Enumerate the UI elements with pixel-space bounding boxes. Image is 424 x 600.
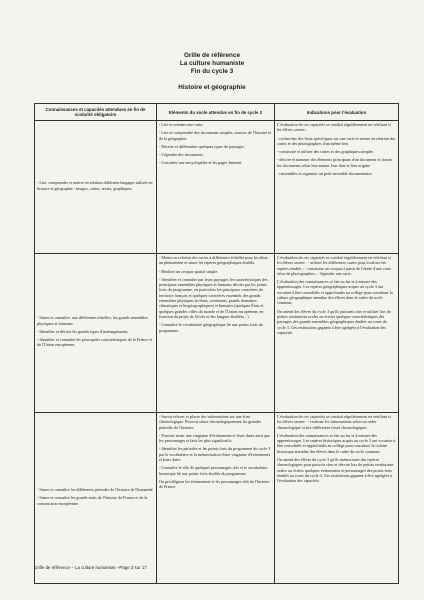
cell-paragraph: - Identifier et connaître les principales caractéristiques de la France et de l'Union européenne.	[37, 337, 153, 348]
evaluation-cell	[275, 121, 399, 254]
doc-subtitle: Histoire et géographie	[178, 84, 246, 91]
cell-paragraph: - construire et utiliser des cartes et des graphiques simples	[277, 149, 374, 155]
cell-paragraph: - Lire et orienter une carte.	[159, 122, 204, 127]
cell-paragraph: - Mettre en relation des cartes à différentes échelles pour localiser un phénomène et situer les repères géographiques étudiés.	[159, 255, 268, 266]
cell-paragraph: - Lire et comprendre des documents simples, sources de l'histoire et de la géographie.	[159, 130, 272, 141]
cell-paragraph: - Décrire et différentier quelques types de paysages.	[159, 143, 245, 149]
cell-paragraph: L'évaluation de ces capacités se conduit régulièrement en vérifiant si les élèves savent : - utiliser les différentes cartes pour localiser les repères étudiés ; - construire un croquis à partir de l'étude d'une carte et/ou de photographies ; - légender une carte.	[277, 255, 391, 276]
cell-paragraph: - rechercher des lieux spécifiques sur une carte et mettre en relation des cartes et des photographies d'un même lieu	[277, 135, 396, 146]
cell-paragraph: - Identifier et connaître par leurs paysages les caractéristiques des principaux ensembles physiques et humains décrits par les points forts du programme, en particulier les principaux caractères du territoire français et quelques caractères essentiels des grands ensembles physiques (océans, continents, grands domaines climatiques et biogéographiques) et humains (quelques États et quelques grandes villes du monde et de l'Union européenne, en fonction du projet de l'école et des langues étudiées...).	[159, 276, 268, 319]
cell-paragraph: L'évaluation de ces capacités se conduit régulièrement en vérifiant si les élèves savent : - restituer les informations selon un ordre chronologique et lire différentes frises chronologiques	[277, 414, 391, 430]
table-row	[35, 121, 399, 254]
cell-paragraph: - Réaliser un croquis spatial simple.	[159, 268, 219, 274]
column-header: Eléments du socle attendus en fin de cycle 3	[157, 104, 275, 121]
cell-paragraph: - Lire, comprendre et mettre en relation différents langages utilisés en histoire et géographie : images, cartes, textes, graphiques.	[37, 180, 153, 191]
cell-paragraph: - Situer et connaître les différentes périodes de l'histoire de l'humanité	[37, 487, 153, 493]
knowledge-cell	[35, 254, 157, 413]
doc-subject: La culture humaniste	[179, 60, 245, 67]
doc-title: Grille de référence	[183, 52, 241, 59]
evaluation-cell	[275, 254, 399, 413]
table-row	[35, 254, 399, 413]
cell-paragraph: - Situer et connaître les grands traits de l'histoire de France et de la construction européenne.	[37, 495, 148, 506]
cell-paragraph: On privilégiera les événements et les personnages clés de l'histoire de France.	[159, 478, 270, 490]
evaluation-cell	[275, 413, 399, 584]
cell-paragraph: - Identifier les périodes et les points forts du programme du cycle 3 par le vocabulaire et la mémorisation d'une vingtaine d'événements et leurs dates	[159, 446, 271, 463]
socle-cell	[157, 254, 275, 413]
doc-cycle: Fin du cycle 3	[190, 68, 234, 75]
cell-paragraph: - Identifier et décrire les grands types d'aménagements.	[37, 328, 129, 334]
cell-paragraph: L'évaluation de ces capacités se conduit régulièrement en vérifiant si les élèves savent :	[277, 122, 391, 133]
cell-paragraph: - rassembler et organiser un petit ensemble documentaire	[277, 171, 372, 177]
cell-paragraph: On attend des élèves du cycle 3 qu'ils mémorisent des repères chronologiques pour pouvoir citer et décrire lors de petites restitutions orales ou écrites quelques événements et personnages des points forts étudiés au cours du cycle 3. Ces restitutions gagnent à être agrégées à l'évaluation des capacités.	[277, 457, 394, 484]
table-row	[35, 413, 399, 584]
table-header-row	[35, 104, 399, 121]
column-header: Connaissances et capacités attendues en fin de scolarité obligatoire	[35, 104, 157, 121]
reference-table	[34, 103, 399, 584]
socle-cell	[157, 121, 275, 254]
cell-paragraph: - Légender des documents.	[159, 152, 204, 158]
cell-paragraph: - Situer et connaître, aux différentes échelles, les grands ensembles physiques et humains.	[37, 315, 148, 326]
cell-paragraph: - décrire et nommer des éléments principaux d'un document et classer les documents selon leur nature, leur date et leur origine	[277, 157, 393, 168]
knowledge-cell	[35, 121, 157, 254]
page-footer: Grille de référence – La culture humaniste –Page 3 sur 17	[34, 565, 147, 570]
cell-paragraph: On attend des élèves du cycle 3 qu'ils puissent citer et utiliser lors de petites restitutions orales ou écrites quelques caractéristiques des paysages des grands ensembles géographiques étudiés au cours du cycle 3. Ces restitutions gagnent à être agrégées à l'évaluation des capacités.	[277, 308, 391, 335]
cell-paragraph: - Pouvoir situer une vingtaine d'événements et leurs dates ainsi que les personnages et faits les plus significatifs	[159, 432, 271, 444]
cell-paragraph: - Connaître le rôle de quelques personnages clés et le vocabulaire historique lié aux points forts étudiés du programme.	[159, 465, 268, 476]
column-header: Indications pour l'évaluation	[275, 104, 399, 121]
cell-paragraph: L'évaluation des connaissances se fait au fur et à mesure des apprentissages. Les repères historiques acquis au cycle 3 ont vocation à être consolidés et approfondis au collège pour constituer la culture historique attendue des élèves dans le cadre du socle commun.	[277, 432, 396, 454]
cell-paragraph: - Savoir relever et placer des informations sur une frise chronologique. Pouvoir situer chronologiquement les grandes périodes de l'histoire.	[159, 414, 262, 430]
document-header	[0, 52, 424, 92]
cell-paragraph: - Connaître le vocabulaire géographique lié aux points forts du programme.	[159, 322, 263, 333]
socle-cell	[157, 413, 275, 584]
knowledge-cell	[35, 413, 157, 584]
cell-paragraph: L'évaluation des connaissances se fait au fur et à mesure des apprentissages. Les repères géographiques acquis au cycle 3 ont vocation à être consolidés et approfondis au collège pour constituer la culture géographique attendue des élèves dans le cadre du socle commun.	[277, 279, 393, 306]
cell-paragraph: - Consulter une encyclopédie et les pages Internet	[159, 160, 242, 166]
